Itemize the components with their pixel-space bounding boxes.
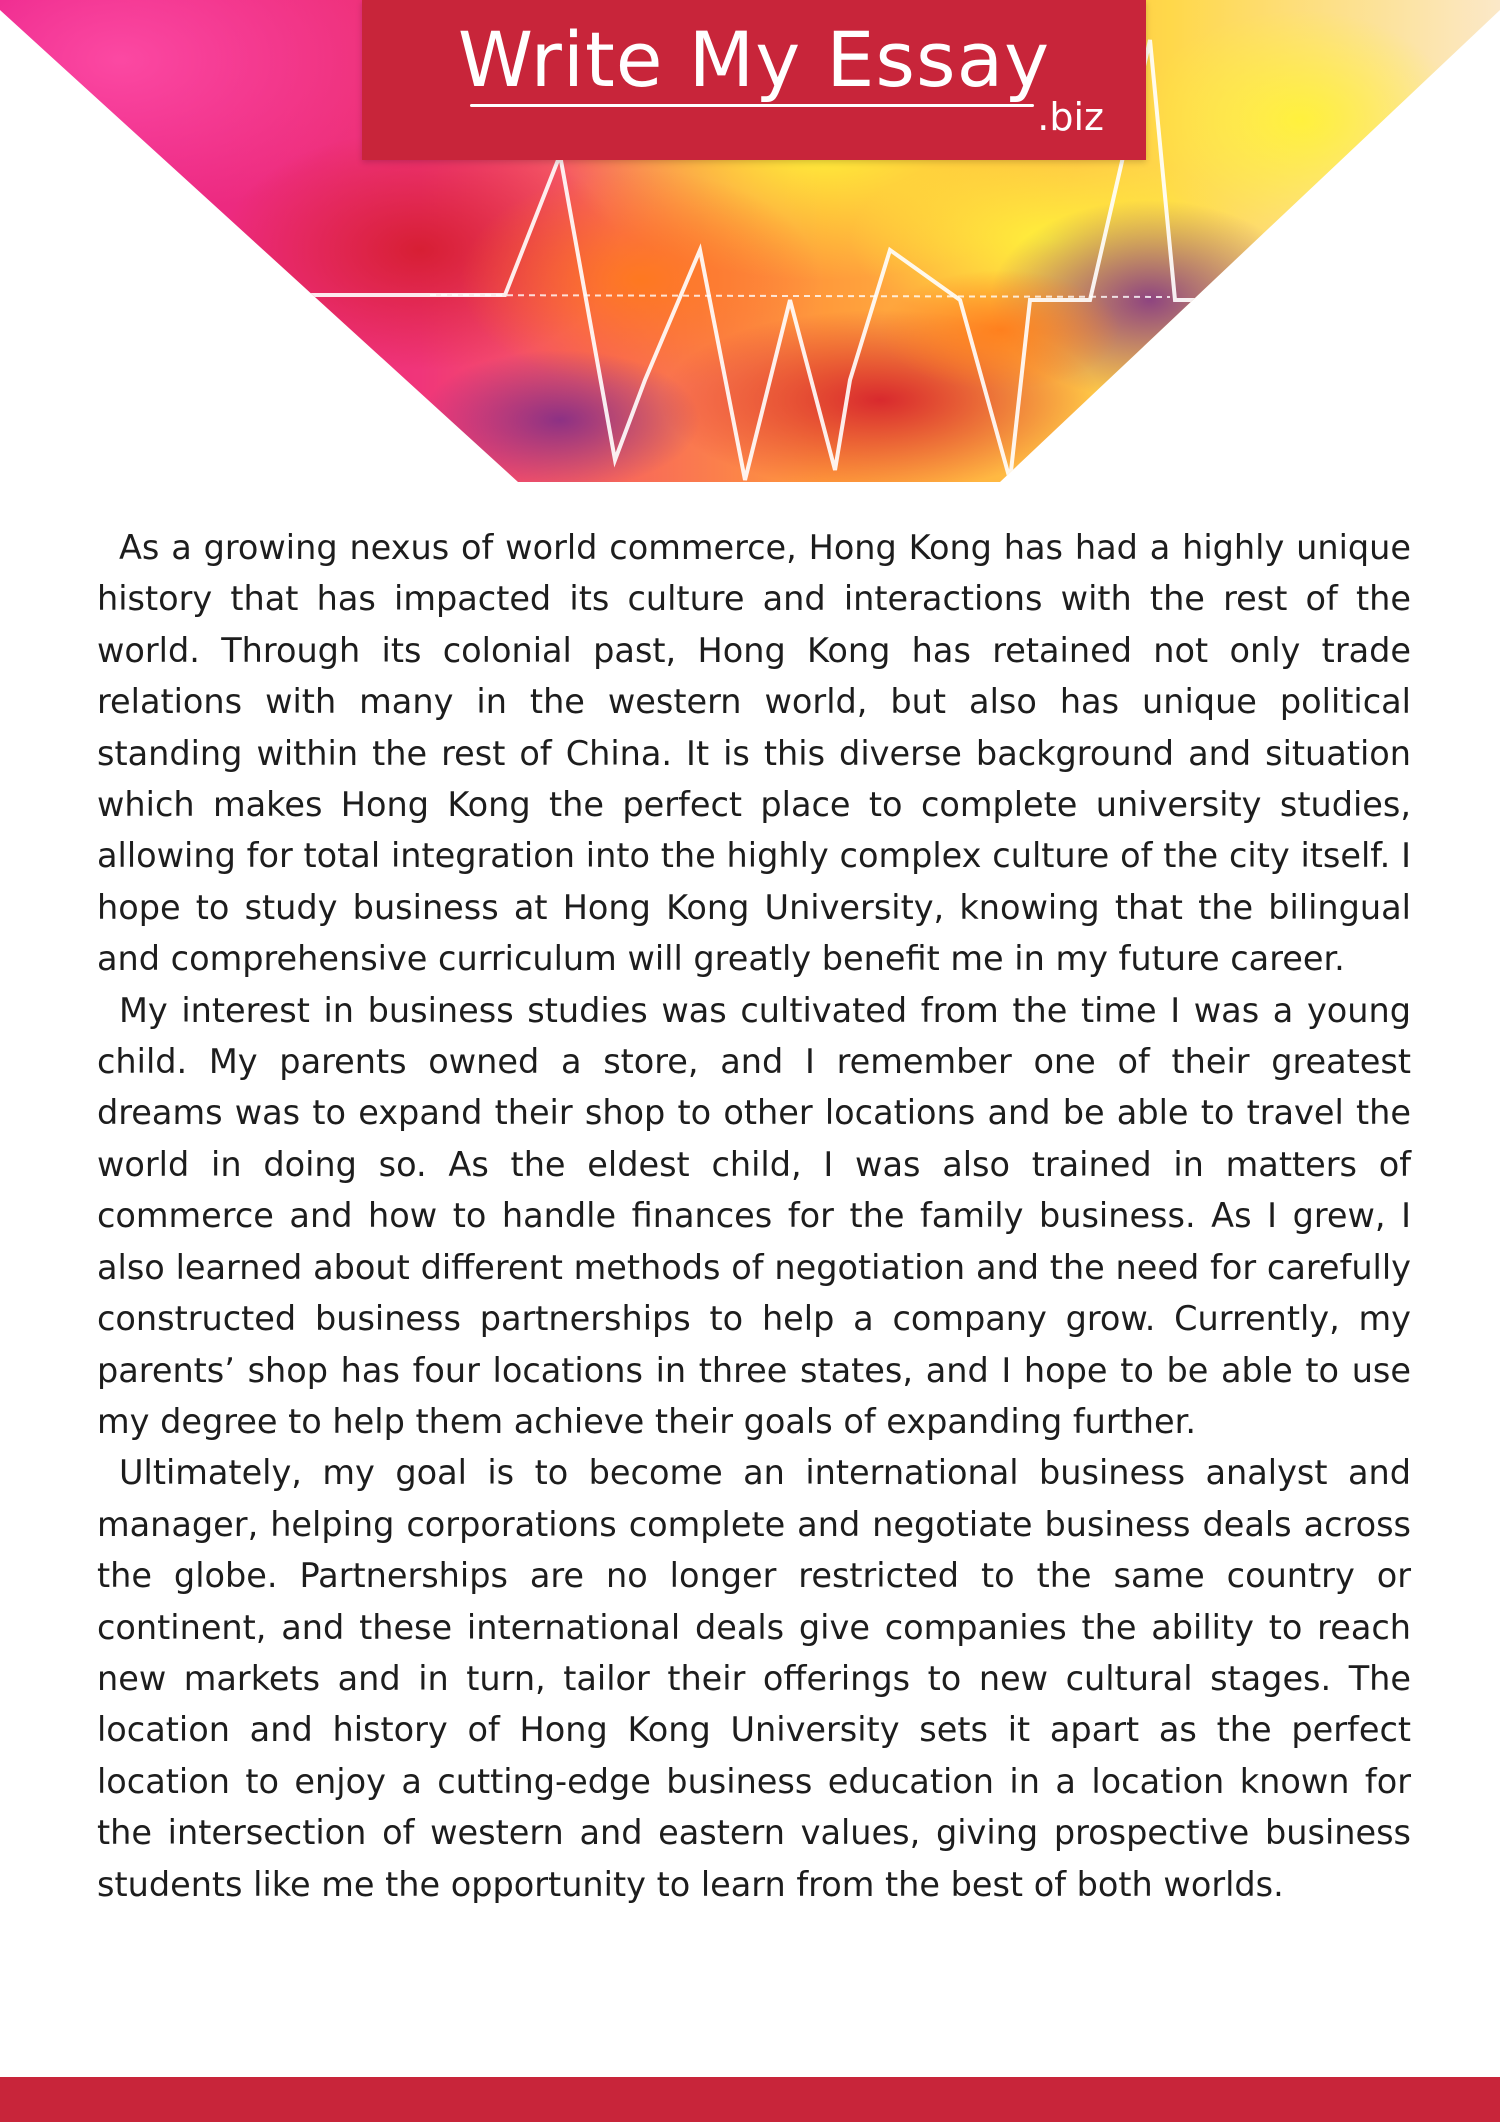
brand-domain-suffix: .biz [1037,95,1104,139]
brand-logo[interactable] [362,0,1146,160]
essay-paragraph: Ultimately, my goal is to become an international business analyst and manager, helping corporations complete and negotiate business deals across the globe. Partnerships are no longer restricted to the same country or continent, and these international deals give companies the ability to reach new markets and in turn, tailor their offerings to new cultural stages. The location and history of Hong Kong University sets it apart as the perfect location to enjoy a cutting-edge business education in a location known for the intersection of western and eastern values, giving prospective business students like me the opportunity to learn from the best of both worlds. [97,1453,1411,1904]
footer-bar [0,2077,1500,2122]
essay-body [97,522,1411,1910]
essay-paragraph: As a growing nexus of world commerce, Hong Kong has had a highly unique history that has impacted its culture and interactions with the rest of the world. Through its colonial past, Hong Kong has retained not only trade relations with many in the western world, but also has unique political standing within the rest of China. It is this diverse background and situation which makes Hong Kong the perfect place to complete university studies, allowing for total integration into the highly complex culture of the city itself. I hope to study business at Hong Kong University, knowing that the bilingual and comprehensive curriculum will greatly benefit me in my future career. [97,528,1411,979]
brand-name: Write My Essay [457,15,1051,104]
essay-paragraph: My interest in business studies was cultivated from the time I was a young child. My parents owned a store, and I remember one of their greatest dreams was to expand their shop to other locations and be able to travel the world in doing so. As the eldest child, I was also trained in matters of commerce and how to handle finances for the family business. As I grew, I also learned about different methods of negotiation and the need for carefully constructed business partnerships to help a company grow. Currently, my parents’ shop has four locations in three states, and I hope to be able to use my degree to help them achieve their goals of expanding further. [97,990,1411,1441]
brand-underline [470,104,1034,107]
